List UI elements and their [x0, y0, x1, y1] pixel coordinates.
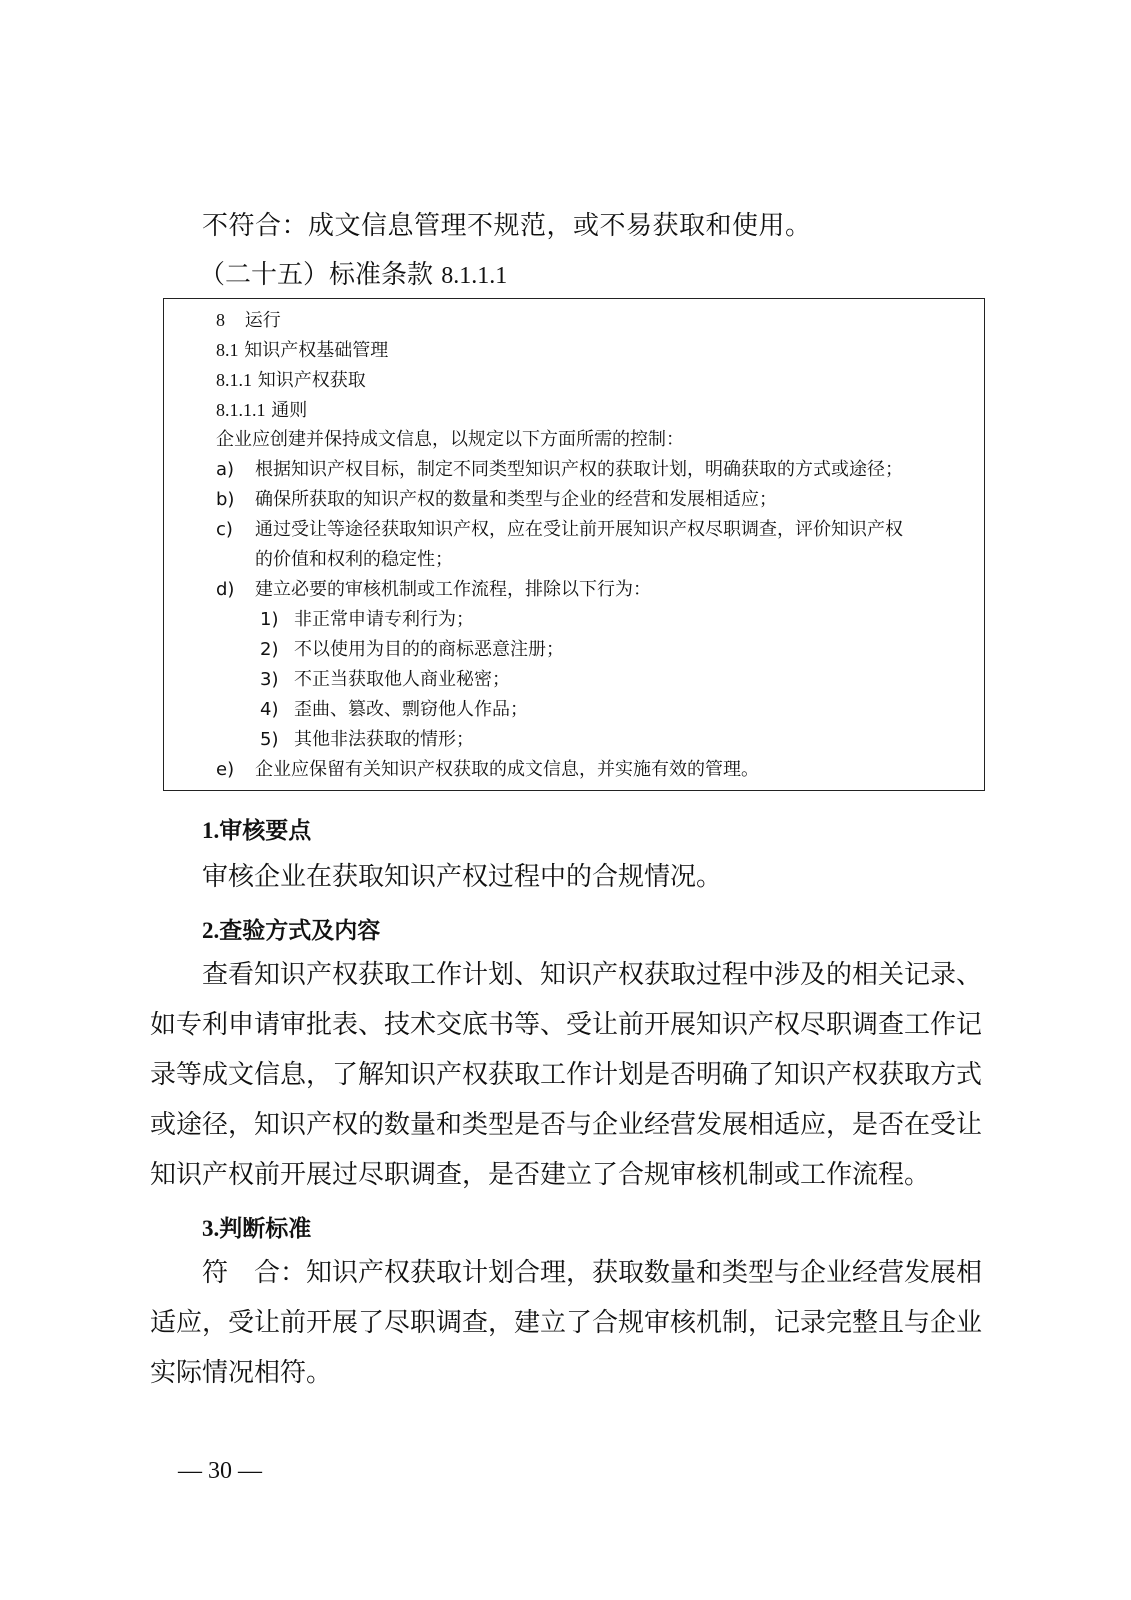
sub-item-marker-4: 4): [260, 699, 279, 720]
section1-title: 审核要点: [219, 818, 312, 844]
section2-title: 查验方式及内容: [219, 918, 381, 944]
item-marker-a: a): [216, 459, 235, 480]
intro-line: 不符合：成文信息管理不规范，或不易获取和使用。: [202, 211, 812, 241]
section3-line-2: 适应，受让前开展了尽职调查，建立了合规审核机制，记录完整且与企业: [150, 1308, 983, 1338]
item-b-text: 确保所获取的知识产权的数量和类型与企业的经营和发展相适应；: [255, 489, 777, 510]
item-marker-b: b): [216, 489, 235, 510]
standard-clause-box: [163, 298, 985, 791]
section2-line-2: 如专利申请审批表、技术交底书等、受让前开展知识产权尽职调查工作记: [150, 1010, 983, 1040]
section3-line-1: 符 合：知识产权获取计划合理，获取数量和类型与企业经营发展相: [202, 1258, 983, 1288]
box-heading-3: [216, 369, 366, 392]
section2-line-1: 查看知识产权获取工作计划、知识产权获取过程中涉及的相关记录、: [202, 960, 983, 990]
box-heading-4: [216, 399, 307, 422]
section2-line-3: 录等成文信息，了解知识产权获取工作计划是否明确了知识产权获取方式: [150, 1060, 983, 1090]
section-title-clause: 8.1.1.1: [441, 263, 508, 289]
sub-item-marker-2: 2): [260, 639, 279, 660]
section1-number: 1.: [202, 818, 220, 843]
sub-item-marker-1: 1): [260, 609, 279, 630]
item-a-text: 根据知识产权目标，制定不同类型知识产权的获取计划，明确获取的方式或途径；: [255, 459, 903, 480]
section1-body: 审核企业在获取知识产权过程中的合规情况。: [202, 862, 723, 892]
sub-item-2-text: 不以使用为目的的商标恶意注册；: [294, 639, 564, 660]
section3-title: 判断标准: [219, 1216, 312, 1242]
heading-text: 知识产权获取: [257, 370, 366, 391]
item-d-text: 建立必要的审核机制或工作流程，排除以下行为：: [255, 579, 651, 600]
item-c-text-line-2: 的价值和权利的稳定性；: [255, 549, 453, 570]
section2-line-5: 知识产权前开展过尽职调查，是否建立了合规审核机制或工作流程。: [150, 1160, 931, 1190]
section2-heading: [202, 917, 380, 945]
heading-text: 运行: [244, 310, 281, 331]
box-heading-1: [216, 309, 281, 332]
section-title-prefix: （二十五）标准条款: [199, 260, 434, 290]
sub-item-marker-5: 5): [260, 729, 279, 750]
sub-item-3-text: 不正当获取他人商业秘密；: [294, 669, 510, 690]
box-lead-text: 企业应创建并保持成文信息，以规定以下方面所需的控制：: [216, 429, 684, 450]
section1-heading: [202, 817, 311, 845]
item-c-text-line-1: 通过受让等途径获取知识产权，应在受让前开展知识产权尽职调查，评价知识产权: [255, 519, 903, 540]
section2-line-4: 或途径，知识产权的数量和类型是否与企业经营发展相适应，是否在受让: [150, 1110, 983, 1140]
heading-text: 通则: [271, 400, 308, 421]
sub-item-4-text: 歪曲、篡改、剽窃他人作品；: [294, 699, 528, 720]
page-number: — 30 —: [178, 1458, 262, 1484]
sub-item-5-text: 其他非法获取的情形；: [294, 729, 474, 750]
section3-line-3: 实际情况相符。: [150, 1358, 333, 1388]
item-marker-e: e): [216, 759, 235, 780]
heading-number: 8.1: [216, 340, 239, 360]
sub-item-1-text: 非正常申请专利行为；: [294, 609, 474, 630]
heading-text: 知识产权基础管理: [244, 340, 389, 361]
heading-number: 8: [216, 310, 225, 330]
item-marker-d: d): [216, 579, 235, 600]
heading-number: 8.1.1: [216, 370, 252, 390]
section3-number: 3.: [202, 1216, 220, 1241]
item-e-text: 企业应保留有关知识产权获取的成文信息，并实施有效的管理。: [255, 759, 759, 780]
box-heading-2: [216, 339, 388, 362]
item-marker-c: c): [216, 519, 233, 540]
section-title: [199, 260, 507, 291]
section2-number: 2.: [202, 918, 220, 943]
sub-item-marker-3: 3): [260, 669, 279, 690]
heading-number: 8.1.1.1: [216, 400, 266, 420]
section3-heading: [202, 1215, 311, 1243]
